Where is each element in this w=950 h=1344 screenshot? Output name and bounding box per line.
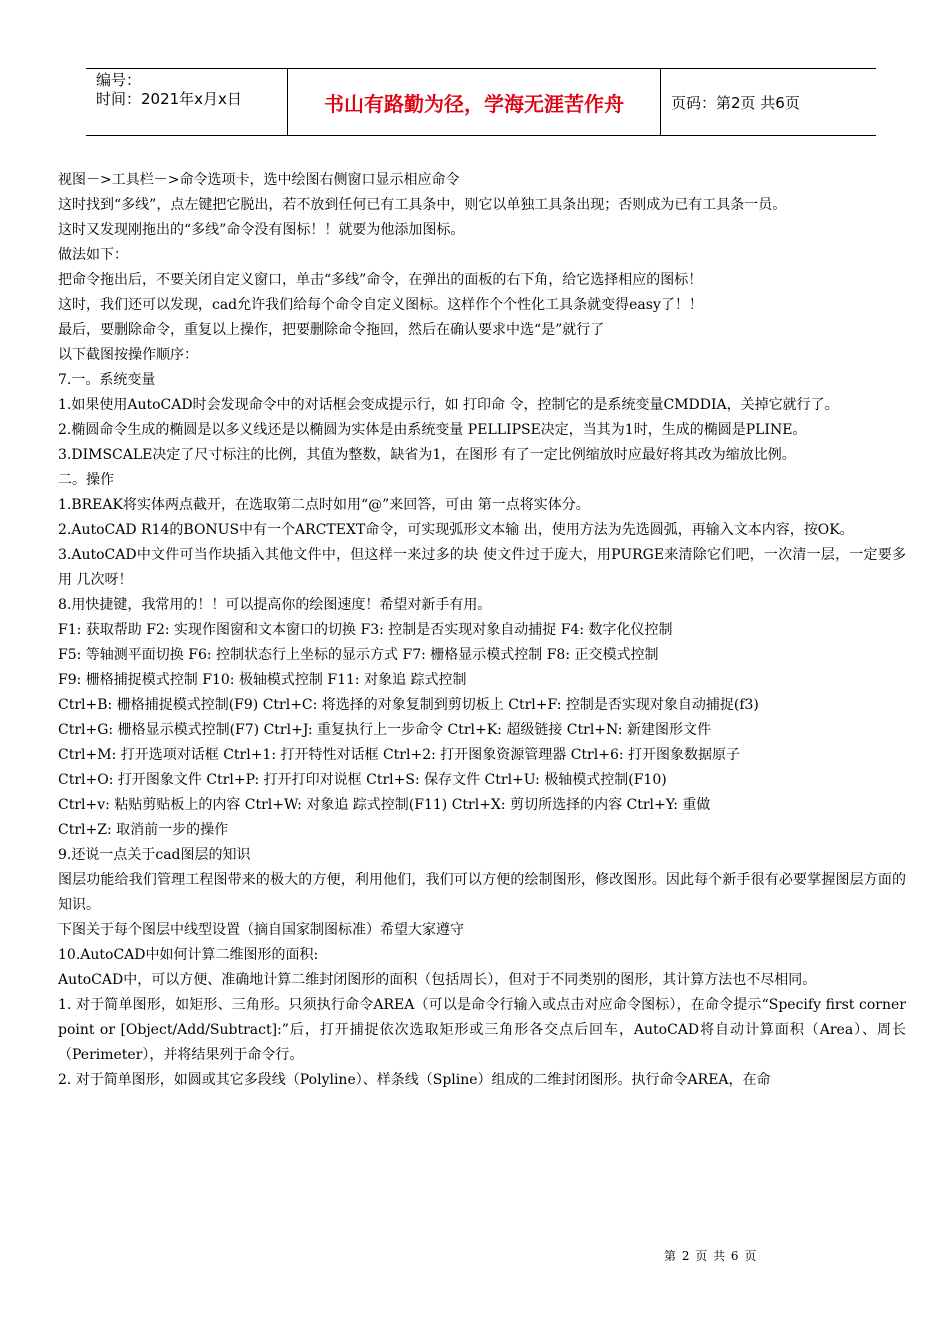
shortcut-line: Ctrl+G: 栅格显示模式控制(F7) Ctrl+J: 重复执行上一步命令 Ctrl+K: 超级链接 Ctrl+N: 新建图形文件 [58, 722, 711, 738]
paragraph: 做法如下： [58, 247, 128, 263]
page-footer: 第 2 页 共 6 页 [664, 1249, 758, 1263]
header-page-label: 页码：第2页 共6页 [671, 93, 800, 112]
section-heading: 10.AutoCAD中如何计算二维图形的面积: [58, 947, 319, 963]
shortcut-line: Ctrl+O: 打开图象文件 Ctrl+P: 打开打印对说框 Ctrl+S: 保存文件 Ctrl+U: 极轴模式控制(F10) [58, 772, 667, 788]
paragraph: 最后，要删除命令，重复以上操作，把要删除命令拖回，然后在确认要求中选“是”就行了 [58, 322, 605, 338]
document-body [58, 168, 906, 1093]
paragraph: 3.DIMSCALE决定了尺寸标注的比例，其值为整数，缺省为1，在图形 有了一定比例缩放时应最好将其改为缩放比例。 [58, 447, 796, 463]
shortcut-line: Ctrl+M: 打开选项对话框 Ctrl+1: 打开特性对话框 Ctrl+2: 打开图象资源管理器 Ctrl+6: 打开图象数据原子 [58, 747, 741, 763]
shortcut-line: F9: 栅格捕捉模式控制 F10: 极轴模式控制 F11: 对象追 踪式控制 [58, 672, 467, 688]
paragraph: 这时找到“多线”，点左键把它脱出，若不放到任何已有工具条中，则它以单独工具条出现；否则成为已有工具条一员。 [58, 197, 787, 213]
paragraph: AutoCAD中，可以方便、准确地计算二维封闭图形的面积（包括周长），但对于不同类别的图形，其计算方法也不尽相同。 [58, 972, 817, 988]
paragraph: 1. 对于简单图形，如矩形、三角形。只须执行命令AREA（可以是命令行输入或点击对应命令图标），在命令提示“Specify first corner point or [Object/Add/Subtract]:”后，打开捕捉依次选取矩形或三角形各交点后回车，AutoCAD将自动计算面积（Area）、周长（Perimeter），并将结果列于命令行。 [58, 997, 906, 1063]
shortcut-line: Ctrl+v: 粘贴剪贴板上的内容 Ctrl+W: 对象追 踪式控制(F11) Ctrl+X: 剪切所选择的内容 Ctrl+Y: 重做 [58, 797, 711, 813]
paragraph: 2.椭圆命令生成的椭圆是以多义线还是以椭圆为实体是由系统变量 PELLIPSE决定，当其为1时，生成的椭圆是PLINE。 [58, 422, 807, 438]
paragraph: 视图－>工具栏－>命令选项卡，选中绘图右侧窗口显示相应命令 [58, 172, 460, 188]
paragraph: 2. 对于简单图形，如圆或其它多段线（Polyline）、样条线（Spline）组成的二维封闭图形。执行命令AREA，在命 [58, 1072, 771, 1088]
section-heading: 7.一。系统变量 [58, 372, 156, 388]
shortcut-line: F5: 等轴测平面切换 F6: 控制状态行上坐标的显示方式 F7: 栅格显示模式控制 F8: 正交模式控制 [58, 647, 659, 663]
shortcut-line: Ctrl+Z: 取消前一步的操作 [58, 822, 229, 838]
document-time-label: 时间：2021年x月x日 [96, 90, 242, 108]
section-heading: 9.还说一点关于cad图层的知识 [58, 847, 251, 863]
paragraph: 1.如果使用AutoCAD时会发现命令中的对话框会变成提示行，如 打印命 令，控制它的是系统变量CMDDIA，关掉它就行了。 [58, 397, 839, 413]
paragraph: 把命令拖出后，不要关闭自定义窗口，单击“多线”命令，在弹出的面板的右下角，给它选择相应的图标！ [58, 272, 703, 288]
paragraph: 图层功能给我们管理工程图带来的极大的方便，利用他们，我们可以方便的绘制图形，修改图形。因此每个新手很有必要掌握图层方面的知识。 [58, 872, 906, 913]
paragraph: 1.BREAK将实体两点截开，在选取第二点时如用“@”来回答，可由 第一点将实体分。 [58, 497, 590, 513]
paragraph: 2.AutoCAD R14的BONUS中有一个ARCTEXT命令，可实现弧形文本输 出，使用方法为先选圆弧，再输入文本内容，按OK。 [58, 522, 854, 538]
paragraph: 3.AutoCAD中文件可当作块插入其他文件中，但这样一来过多的块 使文件过于庞大，用PURGE来清除它们吧，一次清一层，一定要多用 几次呀！ [58, 547, 906, 588]
header-motto: 书山有路勤为径，学海无涯苦作舟 [287, 69, 661, 135]
paragraph: 下图关于每个图层中线型设置（摘自国家制图标准）希望大家遵守 [58, 922, 464, 938]
section-heading: 8.用快捷键，我常用的！！可以提高你的绘图速度！希望对新手有用。 [58, 597, 492, 613]
header-info [86, 69, 287, 135]
document-number-label: 编号： [96, 71, 142, 89]
shortcut-line: Ctrl+B: 栅格捕捉模式控制(F9) Ctrl+C: 将选择的对象复制到剪切板上 Ctrl+F: 控制是否实现对象自动捕捉(f3) [58, 697, 759, 713]
paragraph: 这时，我们还可以发现，cad允许我们给每个命令自定义图标。这样作个个性化工具条就变得easy了！！ [58, 297, 703, 313]
section-heading: 二。操作 [58, 472, 114, 488]
shortcut-line: F1: 获取帮助 F2: 实现作图窗和文本窗口的切换 F3: 控制是否实现对象自动捕捉 F4: 数字化仪控制 [58, 622, 673, 638]
paragraph: 这时又发现刚拖出的“多线”命令没有图标！！就要为他添加图标。 [58, 222, 465, 238]
page-header [86, 68, 876, 136]
paragraph: 以下截图按操作顺序： [58, 347, 198, 363]
